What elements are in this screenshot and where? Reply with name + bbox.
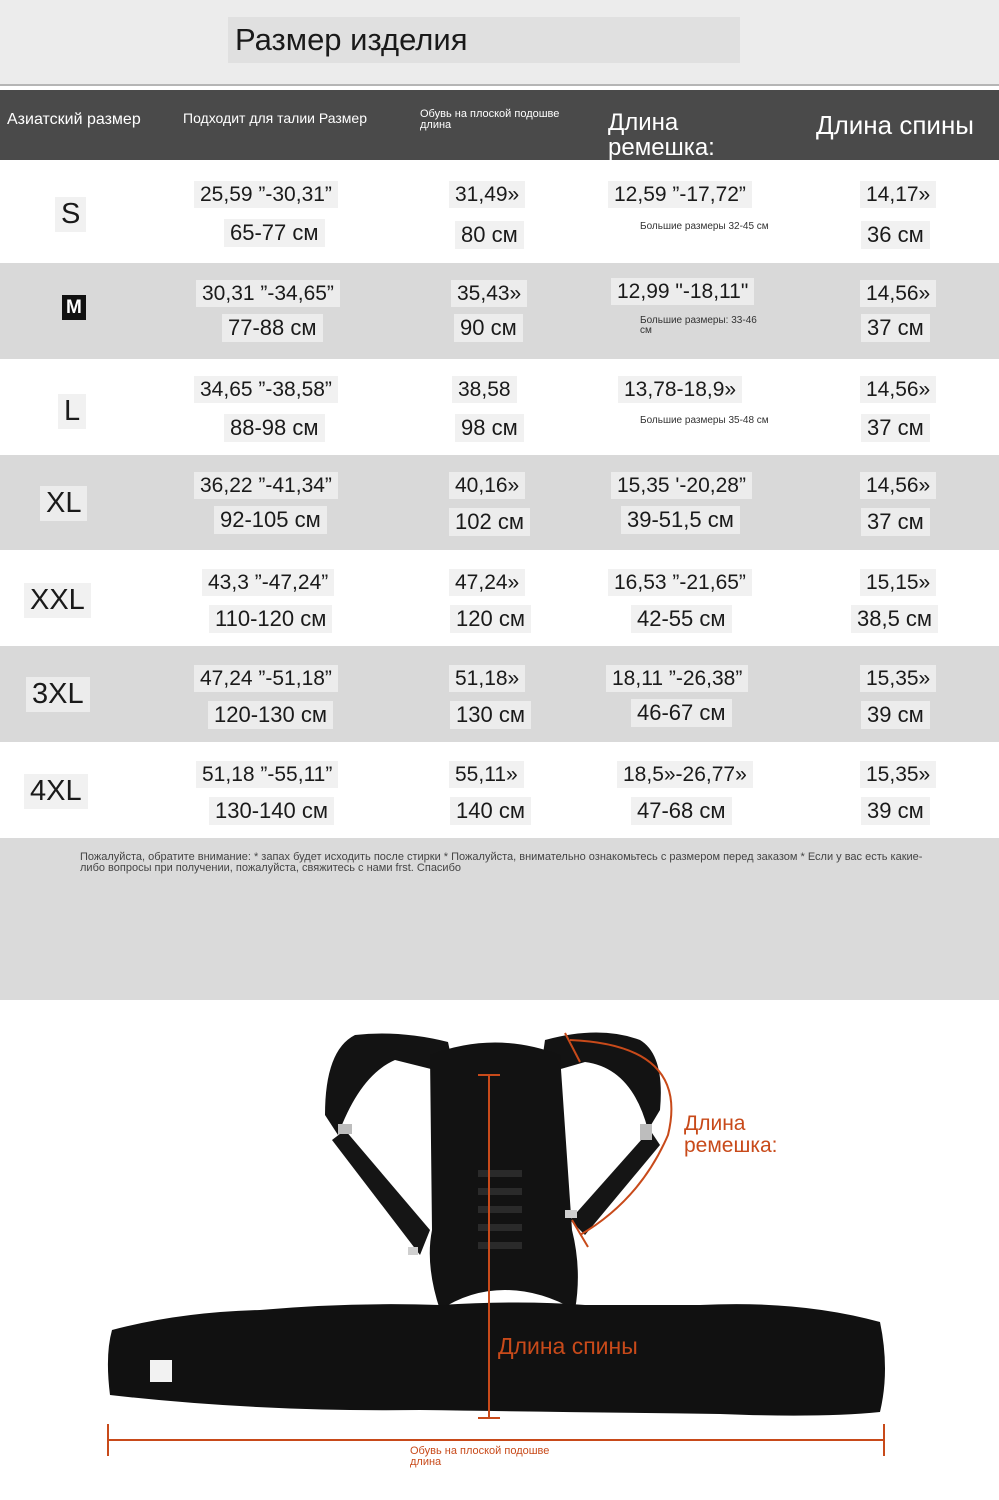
shoe-inches: 47,24»	[449, 569, 525, 596]
waist-inches: 30,31 ”-34,65”	[196, 280, 340, 307]
table-row	[0, 742, 999, 838]
size-label: L	[58, 394, 86, 429]
strap-inches: 12,99 "-18,11"	[611, 278, 754, 305]
size-label: XL	[40, 486, 87, 521]
back-cm: 37 см	[861, 508, 930, 536]
shoe-cm: 98 см	[455, 414, 524, 442]
shoe-inches: 51,18»	[449, 665, 525, 692]
posture-corrector-illustration	[0, 1000, 999, 1500]
header-waist-size: Подходит для талии Размер	[183, 110, 367, 126]
size-label: 4XL	[24, 774, 88, 809]
strap-cm: 47-68 см	[631, 797, 732, 825]
waist-cm: 77-88 см	[222, 314, 323, 342]
shoe-inches: 31,49»	[449, 181, 525, 208]
back-inches: 14,56»	[860, 376, 936, 403]
shoe-inches: 35,43»	[451, 280, 527, 307]
back-cm: 37 см	[861, 414, 930, 442]
header-back-length: Длина спины	[816, 110, 974, 140]
shoe-cm: 80 см	[455, 221, 524, 249]
care-notice: Пожалуйста, обратите внимание: * запах будет исходить после стирки * Пожалуйста, внимательно ознакомьтесь с размером перед заказом * Если у вас есть какие-либо вопросы при получении, пожалуйста, свяжитесь с нами frst. Спасибо	[80, 851, 923, 874]
shoe-inches: 55,11»	[449, 761, 524, 788]
back-cm: 37 см	[861, 314, 930, 342]
back-inches: 14,56»	[860, 280, 936, 307]
table-row	[0, 550, 999, 646]
buckle	[640, 1124, 652, 1140]
shoe-inches: 40,16»	[449, 472, 525, 499]
back-inches: 15,35»	[860, 761, 936, 788]
strap-inches: 16,53 ”-21,65”	[608, 569, 752, 596]
strap-large-note: Большие размеры 32-45 см	[640, 221, 769, 232]
waist-inches: 25,59 ”-30,31”	[194, 181, 338, 208]
waist-inches: 43,3 ”-47,24”	[202, 569, 334, 596]
back-inches: 15,35»	[860, 665, 936, 692]
table-row	[0, 166, 999, 262]
waist-inches: 47,24 ”-51,18”	[194, 665, 338, 692]
shoe-cm: 140 см	[450, 797, 531, 825]
size-label: 3XL	[26, 677, 90, 712]
table-row	[0, 263, 999, 359]
size-label: M	[62, 295, 86, 320]
page-title: Размер изделия	[235, 22, 468, 57]
size-label: S	[55, 197, 86, 232]
strap-inches: 12,59 ”-17,72”	[608, 181, 752, 208]
waist-cm: 92-105 см	[214, 506, 327, 534]
waist-inches: 34,65 ”-38,58”	[194, 376, 338, 403]
waist-inches: 51,18 ”-55,11”	[196, 761, 338, 788]
shoe-cm: 102 см	[449, 508, 530, 536]
back-length-label: Длина спины	[498, 1333, 638, 1359]
shoe-cm: 90 см	[454, 314, 523, 342]
table-header	[0, 90, 999, 160]
strap-large-note: Большие размеры 35-48 см	[640, 415, 769, 426]
waist-cm: 120-130 см	[208, 701, 333, 729]
shoe-cm: 120 см	[450, 605, 531, 633]
header-strap-length: Длина ремешка:	[608, 109, 715, 161]
strap-cm: 39-51,5 см	[621, 506, 740, 534]
size-label: XXL	[24, 583, 91, 618]
belt-label-tag	[150, 1360, 172, 1382]
strap-cm: 42-55 см	[631, 605, 732, 633]
waist-inches: 36,22 ”-41,34”	[194, 472, 338, 499]
waist-cm: 130-140 см	[209, 797, 334, 825]
back-cm: 39 см	[861, 797, 930, 825]
table-row	[0, 359, 999, 455]
back-inches: 14,17»	[860, 181, 936, 208]
shoe-inches: 38,58	[452, 376, 517, 403]
waist-cm: 65-77 см	[224, 219, 325, 247]
waist-cm: 110-120 см	[209, 605, 332, 633]
buckle	[338, 1124, 352, 1134]
buckle	[408, 1247, 418, 1255]
table-row	[0, 455, 999, 551]
buckle	[565, 1210, 577, 1218]
strap-inches: 13,78-18,9»	[618, 376, 742, 403]
waist-belt	[108, 1303, 885, 1416]
right-lower-strap	[570, 1130, 660, 1235]
shoe-cm: 130 см	[450, 701, 531, 729]
strap-inches: 15,35 '-20,28”	[611, 472, 752, 499]
table-row	[0, 646, 999, 742]
back-inches: 14,56»	[860, 472, 936, 499]
back-cm: 36 см	[861, 221, 930, 249]
strap-cm: 46-67 см	[631, 699, 732, 727]
strap-inches: 18,5»-26,77»	[617, 761, 753, 788]
header-asian-size: Азиатский размер	[7, 111, 141, 128]
header-shoe-length: Обувь на плоской подошве длина	[420, 108, 560, 131]
belt-length-label: Обувь на плоской подошве длина	[410, 1445, 550, 1468]
strap-large-note: Большие размеры: 33-46 см	[640, 315, 757, 336]
waist-cm: 88-98 см	[224, 414, 325, 442]
back-inches: 15,15»	[860, 569, 936, 596]
back-cm: 39 см	[861, 701, 930, 729]
strap-length-label: Длина ремешка:	[680, 1111, 848, 1159]
back-cm: 38,5 см	[851, 605, 938, 633]
notice-band	[0, 838, 999, 1000]
left-lower-strap	[332, 1130, 430, 1255]
strap-inches: 18,11 ”-26,38”	[606, 665, 748, 692]
